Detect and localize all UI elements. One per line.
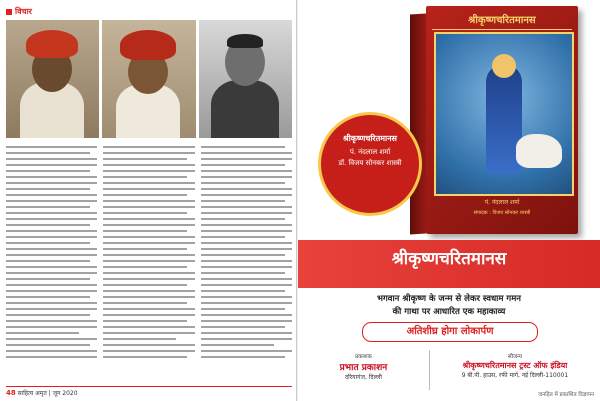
band-title: श्रीकृष्णचरितमानस <box>391 249 507 269</box>
trust-label: सौजन्य <box>507 354 522 360</box>
portrait-strip <box>6 20 292 138</box>
trust-block <box>430 350 600 390</box>
left-page-number: 48 <box>6 389 16 397</box>
article-column-3 <box>201 142 292 380</box>
left-magazine-name: साहित्य अमृत | जून 2020 <box>17 390 78 397</box>
trust-name: श्रीकृष्णचरितमानस ट्रस्ट ऑफ इंडिया <box>462 361 568 370</box>
portrait-3 <box>199 20 292 138</box>
title-seal <box>318 112 422 216</box>
ad-subtitle-line-1: भगवान श्रीकृष्ण के जन्म से लेकर स्वधाम गमन <box>376 294 522 304</box>
left-footer-text <box>6 389 78 397</box>
book-cover-illustration <box>434 32 574 196</box>
section-tag-label: विचार <box>15 7 32 16</box>
seal-author: पं. नंदलाल शर्मा <box>349 148 391 156</box>
publisher-name: प्रभात प्रकाशन <box>339 363 388 373</box>
book-cover-title: श्रीकृष्णचरितमानस <box>432 12 572 30</box>
trust-address: 9 बी.पी. हाउस, रफी मार्ग, नई दिल्ली-110001 <box>461 372 569 379</box>
portrait-3-hair <box>227 34 263 48</box>
publisher-address: दरियागंज, दिल्ली <box>344 374 382 381</box>
article-column-2 <box>103 142 194 380</box>
section-tag <box>6 6 32 17</box>
portrait-1-turban <box>26 30 78 58</box>
seal-editor: डॉ. विजय सोनकर शास्त्री <box>338 159 402 167</box>
book-cover-author: पं. नंदलाल शर्मा <box>484 199 520 206</box>
publisher-block <box>298 350 430 390</box>
launch-announcement: अतिशीघ्र होगा लोकार्पण <box>362 322 538 342</box>
section-marker <box>6 9 12 15</box>
right-footer-note: जनहित में प्रकाशित विज्ञापन <box>538 392 594 398</box>
ad-decor-area <box>306 8 418 108</box>
portrait-2-turban <box>120 30 176 60</box>
seal-content <box>327 133 413 168</box>
publisher-label: प्रकाशक <box>355 354 372 360</box>
halo <box>492 54 516 78</box>
article-columns <box>6 142 292 380</box>
book-spine <box>410 13 426 234</box>
portrait-3-body <box>211 80 279 138</box>
left-page <box>0 0 298 401</box>
left-footer <box>6 386 292 397</box>
right-page-advertisement <box>298 0 600 401</box>
ad-subtitle-line-2: की गाथा पर आधारित एक महाकाव्य <box>392 307 506 317</box>
book-cover-editor: संपादक : विजय सोनकर शास्त्री <box>473 210 531 216</box>
cow-figure <box>516 134 562 168</box>
seal-title: श्रीकृष्णचरितमानस <box>343 134 397 143</box>
ad-footer <box>298 350 600 390</box>
portrait-2 <box>102 20 195 138</box>
portrait-1 <box>6 20 99 138</box>
article-column-1 <box>6 142 97 380</box>
book-cover <box>426 6 578 234</box>
